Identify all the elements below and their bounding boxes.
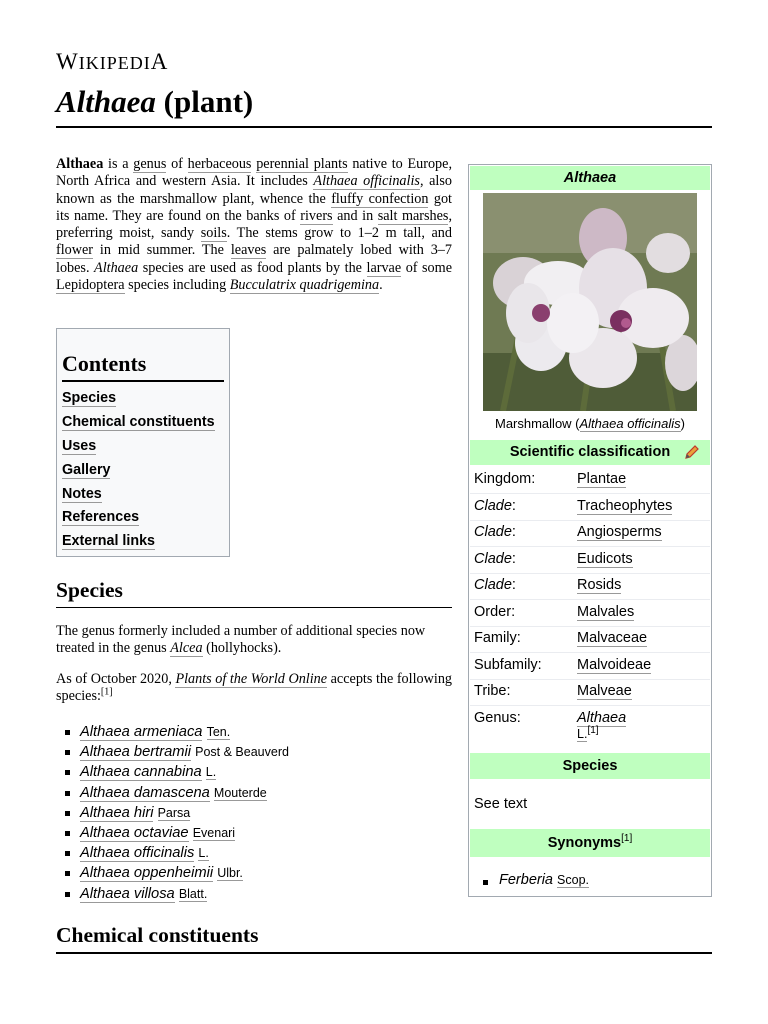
list-item [62,742,289,762]
classification-row-clade [470,572,710,600]
link-soils[interactable]: soils [200,225,227,242]
toc-item-label[interactable]: Chemical constituents [62,413,215,430]
chemical-constituents-heading: Chemical constituents [56,923,712,954]
page-title-italic: Althaea [56,84,156,119]
link-larvae[interactable]: larvae [366,259,402,276]
species-link[interactable]: Althaea cannabina [80,764,202,781]
rank-colon: : [511,524,516,540]
rank-label-text: Clade [474,498,512,514]
toc-item-gallery[interactable] [62,459,224,483]
link-herbaceous[interactable]: herbaceous [187,156,252,172]
author-link[interactable]: L. [205,765,217,780]
taxon-link[interactable]: Angiosperms [577,524,662,540]
intro-text: is a [103,156,134,172]
intro-text: , preferring moist, sandy [56,207,452,242]
synonyms-header [470,829,710,857]
toc-item-species[interactable] [62,387,224,411]
species-see-text: See text [474,796,528,812]
title-divider [56,126,712,128]
species-list [62,722,289,904]
wordmark-w: W [56,49,79,74]
caption-text: Marshmallow ( [494,416,580,431]
taxon-link[interactable]: Malveae [577,683,632,699]
classification-row-tribe [470,678,710,706]
photo-caption [469,416,711,431]
taxon-link[interactable]: Eudicots [577,551,633,567]
link-salt-marshes[interactable]: salt marshes [377,207,449,224]
species-link[interactable]: Althaea oppenheimii [80,865,214,882]
intro-text: species are used as food plants by the [138,259,367,276]
synonyms-label: Synonyms [547,835,622,851]
link-fluffy-confection[interactable]: fluffy confection [331,190,429,207]
intro-text: species including [124,277,230,294]
toc-item-external-links[interactable] [62,530,224,554]
toc-item-references[interactable] [62,506,224,530]
toc-item-notes[interactable] [62,483,224,507]
link-leaves[interactable]: leaves [230,242,267,259]
intro-text: . [379,277,383,294]
toc-item-label[interactable]: External links [62,533,155,550]
toc-item-chemical-constituents[interactable] [62,411,224,435]
classification-row-subfamily [470,652,710,680]
rank-label: Family: [474,630,521,646]
author-link[interactable]: Mouterde [213,785,267,800]
intro-italic-althaea: Althaea [94,259,139,276]
classification-row-clade [470,546,710,574]
link-bucculatrix[interactable]: Bucculatrix quadrigemina [229,277,380,294]
list-item [62,803,289,823]
list-item [62,722,289,742]
classification-row-order [470,599,710,627]
rank-label-text: Clade [474,577,512,593]
authority-link[interactable]: L. [577,727,588,741]
intro-text: got its name. They are found on the banks of [56,190,452,224]
species-paragraph-1 [56,623,452,658]
reference-1[interactable]: [1] [100,686,113,698]
marshmallow-photo[interactable] [483,193,697,411]
genus-value [577,710,626,742]
scientific-classification-header [470,440,710,465]
classification-row-genus [470,705,710,752]
species-link[interactable]: Althaea hiri [80,804,154,821]
classification-row-clade [470,519,710,547]
taxobox-title: Althaea [470,166,710,190]
intro-text: in mid summer. The [93,242,231,259]
species-paragraph-2 [56,671,452,706]
author-text: Post & Beauverd [195,745,289,760]
taxon-link[interactable]: Althaea [577,710,627,726]
author-link[interactable]: L. [198,846,209,861]
rank-colon: : [511,551,516,567]
author-link[interactable]: Ten. [206,725,231,739]
author-link[interactable]: Ulbr. [217,866,243,881]
author-link[interactable]: Evenari [192,825,236,840]
toc-item-label[interactable]: Uses [62,437,97,454]
rank-label: Order: [474,604,516,620]
list-item [62,823,289,843]
classification-row-family [470,625,710,653]
list-item [62,843,289,863]
rank-label-text: Clade [474,524,512,540]
intro-text: of [166,156,188,172]
taxon-link[interactable]: Plantae [577,471,627,487]
list-item [62,884,289,904]
paragraph-text: (hollyhocks). [202,640,282,657]
species-link[interactable]: Althaea officinalis [80,845,195,862]
caption-link[interactable]: Althaea officinalis [579,416,681,431]
author-link[interactable]: Parsa [157,805,191,820]
toc-item-uses[interactable] [62,435,224,459]
species-heading: Species [56,578,452,608]
scientific-classification-label: Scientific classification [509,444,671,460]
classification-row-clade [470,493,710,521]
rank-label-text: Clade [474,551,512,567]
toc-item-label[interactable]: Notes [62,485,102,502]
rank-label [474,551,516,567]
link-althaea-officinalis[interactable]: Althaea officinalis [313,173,420,190]
genus-authority [577,724,599,741]
wordmark-a: A [150,49,169,74]
list-item [62,863,289,883]
taxon-link[interactable]: Malvoideae [577,657,652,673]
link-rivers[interactable]: rivers [300,207,333,224]
rank-label [474,577,516,593]
toc-list [62,387,224,554]
rank-label: Tribe: [474,683,511,699]
toc-item-label[interactable]: References [62,509,140,526]
link-plants-of-the-world-online[interactable]: Plants of the World Online [175,671,328,687]
list-item [62,762,289,782]
rank-colon: : [511,498,516,514]
rank-label: Kingdom: [474,471,536,487]
paragraph-text: As of October 2020, [56,671,176,687]
intro-text: , also known as the marshmallow plant, whence the [56,173,452,207]
wordmark-middle: IKIPEDI [78,53,151,73]
species-link[interactable]: Althaea damascena [80,784,210,801]
wikipedia-wordmark[interactable] [56,49,168,75]
toc-title: Contents [62,351,224,382]
synonym-name: Ferberia [499,872,553,888]
link-alcea[interactable]: Alcea [170,640,203,657]
intro-paragraph [56,156,452,294]
species-header: Species [470,753,710,779]
paragraph-text: accepts the following species: [56,671,453,705]
link-genus[interactable]: genus [133,156,167,172]
taxon-link[interactable]: Malvales [577,604,635,620]
table-of-contents [56,328,230,557]
list-item [62,783,289,803]
rank-label [474,524,516,540]
reference-1[interactable]: [1] [621,833,633,845]
intro-text: . The stems grow to 1–2 m tall, and [226,225,452,242]
synonym-item [483,872,589,888]
link-flower[interactable]: flower [56,242,94,259]
intro-bold-term: Althaea [56,156,104,172]
taxon-link[interactable]: Rosids [577,577,622,593]
paragraph-text: The genus formerly included a number of additional species now treated in the genus [56,623,426,657]
page-title [56,84,253,120]
link-perennial-plants[interactable]: perennial plants [256,156,348,172]
intro-text: of some [401,259,452,276]
classification-row-kingdom [470,466,710,494]
toc-item-label[interactable]: Gallery [62,461,111,478]
intro-text: native to Europe, North Africa and western Asia. It includes [56,156,452,190]
caption-text: ) [680,416,686,431]
rank-label: Genus: [474,710,521,726]
taxon-link[interactable]: Tracheophytes [577,498,673,514]
taxon-link[interactable]: Malvaceae [577,630,648,646]
species-link[interactable]: Althaea bertramii [80,744,192,761]
reference-1[interactable]: [1] [587,724,599,736]
species-link[interactable]: Althaea villosa [80,885,175,902]
intro-text: and in [332,207,378,224]
intro-text: are palmately lobed with 3–7 lobes. [56,242,452,276]
authority-link[interactable]: Scop. [557,873,589,887]
taxobox [468,164,712,897]
rank-label [474,498,516,514]
species-link[interactable]: Althaea octaviae [80,824,189,841]
rank-label: Subfamily: [474,657,542,673]
toc-item-label[interactable]: Species [62,390,117,406]
author-link[interactable]: Blatt. [178,886,208,901]
page-title-rest: (plant) [155,84,254,119]
species-link[interactable]: Althaea armeniaca [80,724,203,740]
link-lepidoptera[interactable]: Lepidoptera [56,277,125,294]
rank-colon: : [511,577,516,593]
